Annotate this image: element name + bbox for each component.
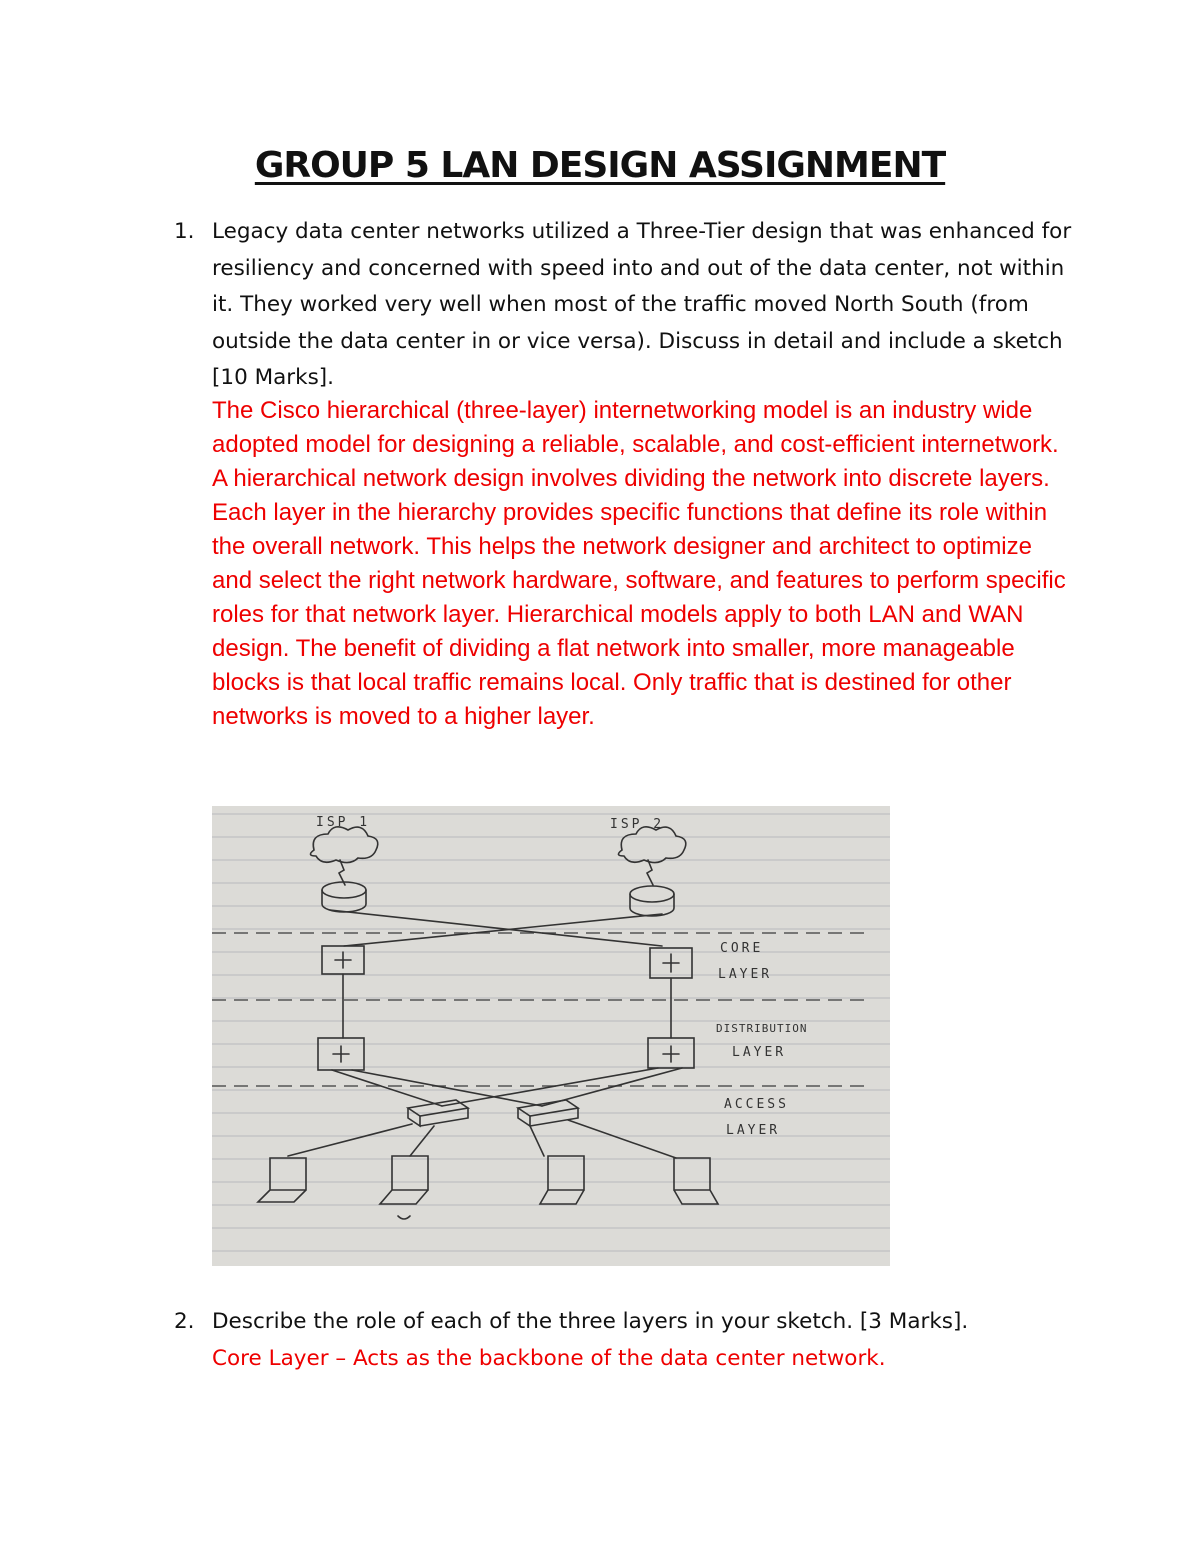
question-1 [174,214,1072,397]
access-layer-label-line1: ACCESS [724,1097,789,1112]
network-sketch-image [212,806,890,1266]
question-number: 1. [174,219,195,244]
isp-2-label: ISP 2 [610,817,665,832]
document-title: GROUP 5 LAN DESIGN ASSIGNMENT [254,145,946,186]
answer-2: Core Layer – Acts as the backbone of the data center network. [212,1346,886,1371]
question-number: 2. [174,1309,195,1334]
access-layer-label-line2: LAYER [726,1123,781,1138]
distribution-layer-label-line1: DISTRIBUTION [716,1022,808,1035]
isp-1-label: ISP 1 [316,815,371,830]
distribution-layer-label-line2: LAYER [732,1045,787,1060]
question-text: Legacy data center networks utilized a Three-Tier design that was enhanced for resiliency and concerned with speed into and out of the data center, not within it. They worked very well when most of the traffic moved North South (from outside the data center in or vice versa). Discuss in detail and include a sketch [10 Marks]. [212,219,1072,390]
core-layer-label-line1: CORE [720,941,764,956]
question-text: Describe the role of each of the three layers in your sketch. [3 Marks]. [212,1309,969,1334]
answer-1: The Cisco hierarchical (three-layer) internetworking model is an industry wide adopted model for designing a reliable, scalable, and cost-efficient internetwork. A hierarchical network design involves dividing the network into discrete layers. Each layer in the hierarchy provides specific functions that define its role within the overall network. This helps the network designer and architect to optimize and select the right network hardware, software, and features to perform specific roles for that network layer. Hierarchical models apply to both LAN and WAN design. The benefit of dividing a flat network into smaller, more manageable blocks is that local traffic remains local. Only traffic that is destined for other networks is moved to a higher layer. [212,397,1066,730]
core-layer-label-line2: LAYER [718,967,773,982]
question-2 [174,1304,1072,1341]
